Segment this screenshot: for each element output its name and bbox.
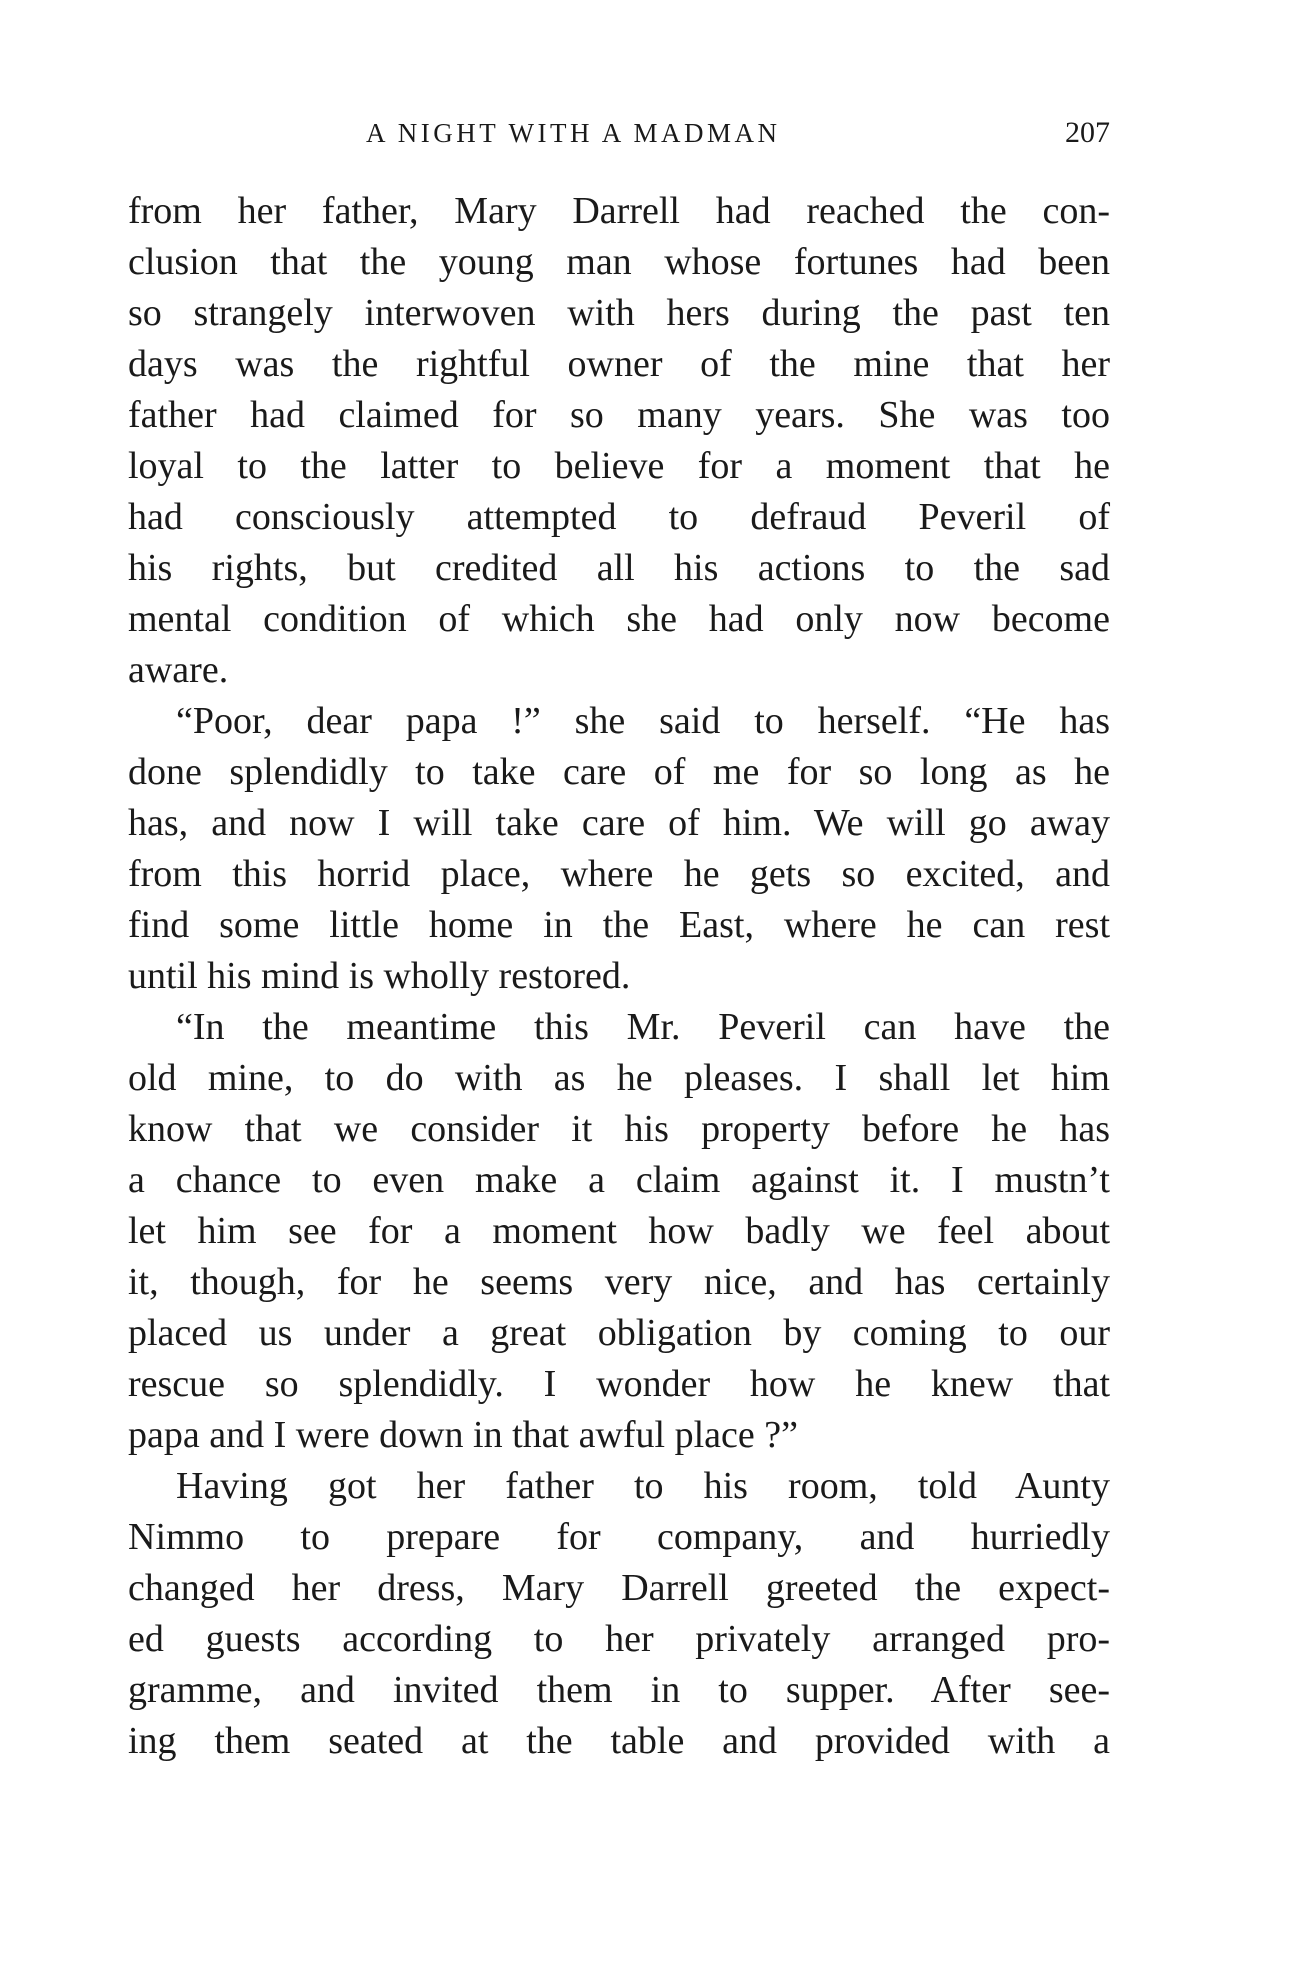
text-line: from this horrid place, where he gets so excited, and	[128, 853, 1110, 895]
page-number: 207	[1065, 116, 1110, 149]
body-text	[128, 186, 1110, 1767]
text-line: so strangely interwoven with hers during the past ten	[128, 292, 1110, 334]
text-line: “Poor, dear papa !” she said to herself. “He has	[176, 700, 1110, 742]
text-line: ed guests according to her privately arranged pro-	[128, 1618, 1110, 1660]
text-line: placed us under a great obligation by coming to our	[128, 1312, 1110, 1354]
text-line: clusion that the young man whose fortunes had been	[128, 241, 1110, 283]
text-line: has, and now I will take care of him. We will go away	[128, 802, 1110, 844]
text-line: had consciously attempted to defraud Peveril of	[128, 496, 1110, 538]
running-head	[128, 112, 1110, 152]
text-line: papa and I were down in that awful place ?”	[128, 1414, 798, 1456]
text-line: aware.	[128, 649, 229, 691]
text-line: let him see for a moment how badly we feel about	[128, 1210, 1110, 1252]
text-line: old mine, to do with as he pleases. I shall let him	[128, 1057, 1110, 1099]
text-line: know that we consider it his property before he has	[128, 1108, 1110, 1150]
text-line: rescue so splendidly. I wonder how he knew that	[128, 1363, 1110, 1405]
text-line: changed her dress, Mary Darrell greeted the expect-	[128, 1567, 1110, 1609]
text-line: loyal to the latter to believe for a moment that he	[128, 445, 1110, 487]
text-line: gramme, and invited them in to supper. After see-	[128, 1669, 1110, 1711]
text-line: his rights, but credited all his actions to the sad	[128, 547, 1110, 589]
text-line: from her father, Mary Darrell had reached the con-	[128, 190, 1110, 232]
running-title: A NIGHT WITH A MADMAN	[366, 118, 781, 148]
text-line: find some little home in the East, where he can rest	[128, 904, 1110, 946]
text-line: Having got her father to his room, told Aunty	[176, 1465, 1110, 1507]
text-line: father had claimed for so many years. She was too	[128, 394, 1110, 436]
text-line: ing them seated at the table and provided with a	[128, 1720, 1110, 1762]
text-line: days was the rightful owner of the mine that her	[128, 343, 1110, 385]
text-line: until his mind is wholly restored.	[128, 955, 631, 997]
text-line: “In the meantime this Mr. Peveril can have the	[176, 1006, 1110, 1048]
text-line: Nimmo to prepare for company, and hurriedly	[128, 1516, 1110, 1558]
text-line: it, though, for he seems very nice, and has certainly	[128, 1261, 1110, 1303]
text-line: mental condition of which she had only now become	[128, 598, 1110, 640]
text-line: done splendidly to take care of me for so long as he	[128, 751, 1110, 793]
text-line: a chance to even make a claim against it. I mustn’t	[128, 1159, 1110, 1201]
